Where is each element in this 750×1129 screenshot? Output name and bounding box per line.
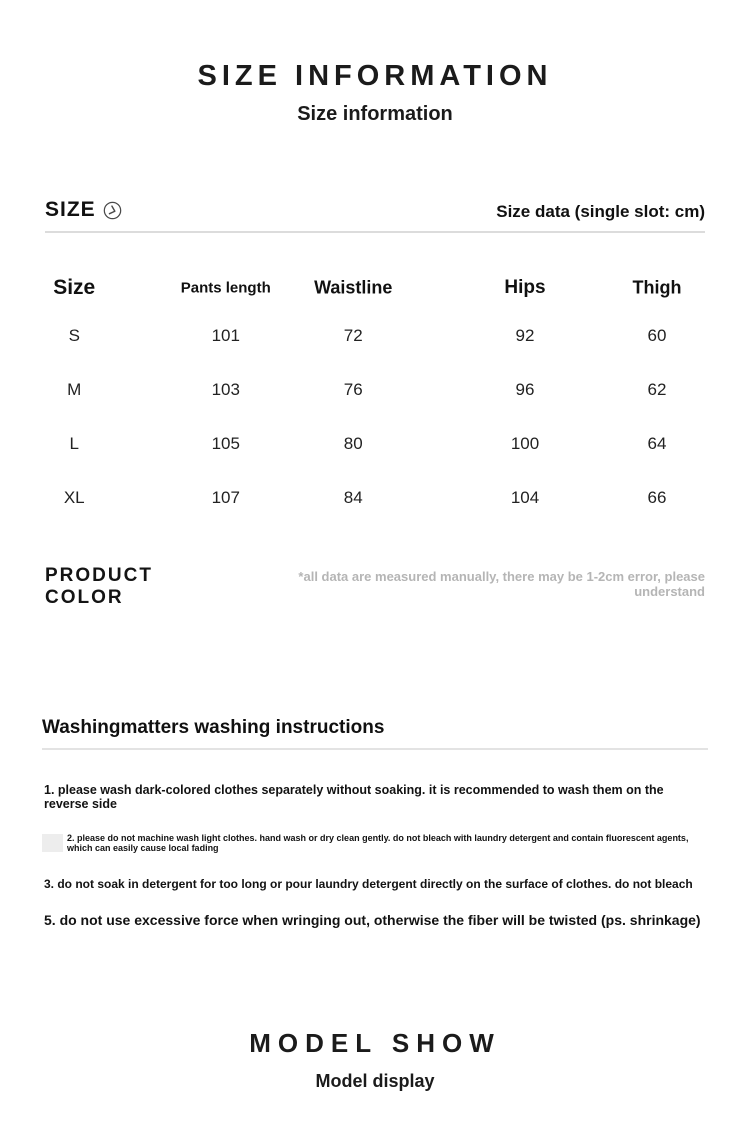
waistline-value: 80 [343, 434, 363, 453]
washing-instructions-section [42, 717, 708, 928]
washing-instruction-2-text: 2. please do not machine wash light clothes. hand wash or dry clean gently. do not bleach with laundry detergent and contain fluorescent agents, which can easily cause local fading [67, 833, 689, 853]
washing-instruction-3: 3. do not soak in detergent for too long or pour laundry detergent directly on the surface of clothes. do not bleach [44, 877, 693, 891]
measurement-disclaimer: *all data are measured manually, there may be 1-2cm error, please understand [298, 569, 705, 599]
size-unit-note: Size data (single slot: cm) [496, 202, 705, 221]
size-table [0, 267, 750, 525]
column-header-thigh: Thigh [632, 277, 682, 298]
column-header-size: Size [53, 276, 96, 299]
waistline-value: 76 [343, 380, 363, 399]
thigh-value: 62 [647, 380, 667, 399]
size-table-header-row [0, 267, 750, 309]
page-header [0, 0, 750, 126]
pants-length-value: 105 [211, 434, 240, 453]
size-value: XL [63, 488, 85, 507]
table-row-l [0, 417, 750, 471]
column-header-pants-length: Pants length [180, 279, 271, 297]
thigh-value: 66 [647, 488, 667, 507]
pants-length-value: 103 [211, 380, 240, 399]
washing-instruction-5: 5. do not use excessive force when wringing out, otherwise the fiber will be twisted (ps. shrinkage) [44, 912, 701, 928]
size-section-header [45, 198, 705, 233]
washing-instructions-heading: Washingmatters washing instructions [42, 717, 708, 750]
size-value: M [67, 380, 82, 399]
table-row-s [0, 309, 750, 363]
size-section-label: SIZE [45, 198, 96, 221]
model-show-section [0, 1028, 750, 1092]
product-color-label: PRODUCT COLOR [45, 565, 153, 608]
waistline-value: 84 [343, 488, 363, 507]
model-show-subtitle: Model display [315, 1071, 435, 1091]
circle-chevron-right-icon [103, 201, 122, 220]
thigh-value: 60 [647, 326, 667, 345]
hips-value: 100 [510, 434, 540, 453]
table-row-m [0, 363, 750, 417]
hips-value: 96 [515, 380, 535, 399]
page-title: SIZE INFORMATION [197, 60, 553, 92]
size-section-label-group [45, 198, 122, 222]
washing-instruction-2 [42, 833, 708, 853]
product-color-section [45, 565, 705, 609]
highlight-box [42, 834, 63, 852]
washing-instruction-1: 1. please wash dark-colored clothes separately without soaking. it is recommended to wash them on the reverse side [44, 783, 664, 811]
model-show-title: MODEL SHOW [249, 1028, 501, 1058]
column-header-hips: Hips [504, 277, 546, 298]
size-value: L [69, 434, 79, 453]
waistline-value: 72 [343, 326, 363, 345]
hips-value: 92 [515, 326, 535, 345]
hips-value: 104 [510, 488, 540, 507]
table-row-xl [0, 471, 750, 525]
pants-length-value: 107 [211, 488, 240, 507]
column-header-waistline: Waistline [314, 277, 393, 298]
thigh-value: 64 [647, 434, 667, 453]
page-subtitle: Size information [297, 103, 453, 125]
size-value: S [68, 326, 80, 345]
pants-length-value: 101 [211, 326, 240, 345]
